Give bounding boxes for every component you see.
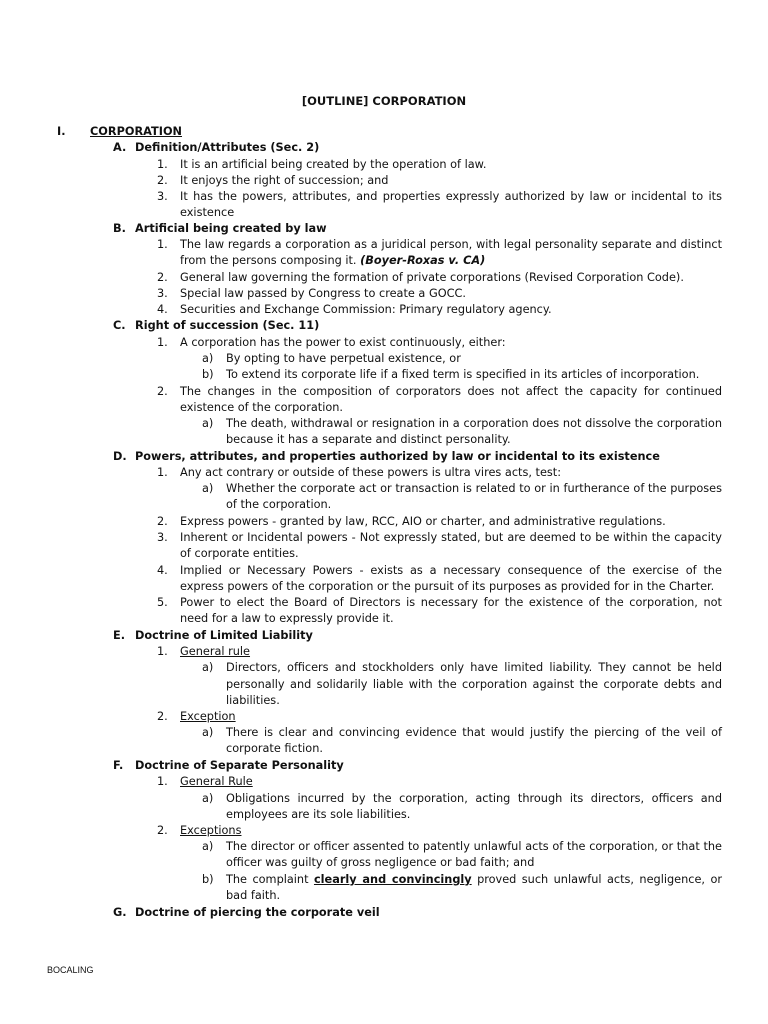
outline-line: [226, 839, 722, 855]
outline-marker: 3.: [157, 287, 168, 300]
outline-marker: G.: [113, 906, 127, 919]
outline-marker: 1.: [157, 238, 168, 251]
outline-line: [135, 905, 380, 921]
outline-marker: 4.: [157, 564, 168, 577]
outline-line: [226, 351, 461, 367]
outline-line: [180, 546, 299, 562]
outline-line: [226, 497, 331, 513]
text-segment: The complaint: [226, 873, 314, 886]
outline-line: [180, 173, 388, 189]
text-segment: CORPORATION: [90, 125, 183, 138]
outline-marker: a): [202, 352, 214, 365]
text-segment: existence: [180, 206, 235, 219]
outline-line: [226, 481, 722, 497]
text-segment: Definition/Attributes (Sec. 2): [135, 141, 320, 154]
text-segment: Power to elect the Board of Directors is necessary for the existence of the corporation, not: [180, 596, 722, 609]
outline-line: [226, 872, 722, 888]
text-segment: express powers of the corporation or the pursuit of its purposes as provided for in the Charter.: [180, 580, 715, 593]
text-segment: existence of the corporation.: [180, 401, 344, 414]
text-segment: Exceptions: [180, 824, 242, 837]
outline-line: [135, 758, 344, 774]
outline-line: [226, 416, 722, 432]
text-segment: clearly and convincingly: [313, 873, 472, 886]
outline-line: [180, 157, 486, 173]
text-segment: of corporate entities.: [180, 547, 299, 560]
outline-marker: 3.: [157, 190, 168, 203]
outline-line: [226, 807, 410, 823]
outline-line: [180, 270, 684, 286]
text-segment: liabilities.: [226, 694, 280, 707]
text-segment: The changes in the composition of corporators does not affect the capacity for continued: [180, 385, 722, 398]
outline-marker: 5.: [157, 596, 168, 609]
text-segment: Inherent or Incidental powers - Not expressly stated, but are deemed to be within the capacity: [180, 531, 722, 544]
outline-marker: b): [202, 873, 214, 886]
outline-marker: 1.: [157, 775, 168, 788]
outline-marker: a): [202, 482, 214, 495]
outline-line: [226, 725, 722, 741]
text-segment: General Rule: [180, 775, 253, 788]
text-segment: employees are its sole liabilities.: [226, 808, 411, 821]
text-segment: There is clear and convincing evidence that would justify the piercing of the veil of: [226, 726, 722, 739]
outline-line: [180, 823, 241, 839]
text-segment: officer was guilty of gross negligence or bad faith; and: [226, 856, 535, 869]
outline-line: [180, 514, 666, 530]
text-segment: The death, withdrawal or resignation in a corporation does not dissolve the corporation: [226, 417, 722, 430]
outline-line: [226, 660, 722, 676]
outline-line: [180, 286, 466, 302]
outline-marker: 3.: [157, 531, 168, 544]
outline-line: [180, 205, 234, 221]
outline-line: [226, 677, 722, 693]
text-segment: corporate fiction.: [226, 742, 323, 755]
outline-line: [226, 888, 280, 904]
text-segment: Any act contrary or outside of these powers is ultra vires acts, test:: [180, 466, 562, 479]
outline-line: [226, 855, 534, 871]
outline-marker: B.: [113, 222, 126, 235]
outline-line: [180, 709, 236, 725]
outline-line: [180, 644, 250, 660]
text-segment: Doctrine of Limited Liability: [135, 629, 313, 642]
outline-marker: a): [202, 661, 214, 674]
text-segment: Right of succession (Sec. 11): [135, 319, 320, 332]
outline-line: [226, 693, 280, 709]
outline-line: [180, 595, 722, 611]
outline-marker: 2.: [157, 824, 168, 837]
outline-line: [135, 221, 327, 237]
text-segment: Special law passed by Congress to create a GOCC.: [180, 287, 466, 300]
outline-marker: C.: [113, 319, 126, 332]
outline-marker: a): [202, 840, 214, 853]
outline-line: [180, 237, 722, 253]
outline-line: [90, 124, 182, 140]
outline-line: [180, 563, 722, 579]
outline-line: [180, 465, 561, 481]
text-segment: It is an artificial being created by the operation of law.: [180, 158, 487, 171]
text-segment: General law governing the formation of private corporations (Revised Corporation Code).: [180, 271, 684, 284]
outline-marker: F.: [113, 759, 124, 772]
text-segment: Securities and Exchange Commission: Primary regulatory agency.: [180, 303, 552, 316]
outline-line: [180, 530, 722, 546]
text-segment: Implied or Necessary Powers - exists as a necessary consequence of the exercise of the: [180, 564, 722, 577]
text-segment: personally and solidarily liable with the corporation against the corporate debts and: [226, 678, 722, 691]
text-segment: General rule: [180, 645, 251, 658]
footer-author: BOCALING: [47, 965, 94, 975]
outline-line: [180, 189, 722, 205]
outline-line: [226, 432, 511, 448]
outline-marker: E.: [113, 629, 126, 642]
outline-line: [135, 140, 319, 156]
outline-line: [180, 611, 394, 627]
text-segment: of the corporation.: [226, 498, 332, 511]
outline-line: [180, 774, 253, 790]
outline-marker: 1.: [157, 336, 168, 349]
outline-marker: 4.: [157, 303, 168, 316]
outline-line: [135, 318, 319, 334]
outline-line: [180, 384, 722, 400]
text-segment: Whether the corporate act or transaction is related to or in furtherance of the purposes: [226, 482, 722, 495]
text-segment: because it has a separate and distinct personality.: [226, 433, 511, 446]
text-segment: bad faith.: [226, 889, 281, 902]
outline-marker: a): [202, 792, 214, 805]
text-segment: Directors, officers and stockholders only have limited liability. They cannot be held: [226, 661, 722, 674]
text-segment: Artificial being created by law: [135, 222, 327, 235]
outline-line: [180, 400, 343, 416]
text-segment: The director or officer assented to patently unlawful acts of the corporation, or that the: [226, 840, 722, 853]
outline-marker: 1.: [157, 466, 168, 479]
text-segment: It enjoys the right of succession; and: [180, 174, 389, 187]
text-segment: Doctrine of piercing the corporate veil: [135, 906, 380, 919]
outline-marker: 2.: [157, 710, 168, 723]
outline-marker: b): [202, 368, 214, 381]
outline-line: [226, 367, 699, 383]
text-segment: The law regards a corporation as a juridical person, with legal personality separate and distinct: [180, 238, 722, 251]
outline-marker: D.: [113, 450, 127, 463]
outline-marker: 2.: [157, 271, 168, 284]
outline-line: [135, 449, 660, 465]
text-segment: proved such unlawful acts, negligence, or: [471, 873, 722, 886]
text-segment: (Boyer-Roxas v. CA): [360, 254, 486, 267]
text-segment: from the persons composing it.: [180, 254, 361, 267]
outline-marker: 1.: [157, 158, 168, 171]
text-segment: It has the powers, attributes, and properties expressly authorized by law or incidental to its: [180, 190, 722, 203]
text-segment: Doctrine of Separate Personality: [135, 759, 344, 772]
text-segment: Exception: [180, 710, 236, 723]
outline-line: [180, 253, 485, 269]
text-segment: By opting to have perpetual existence, or: [226, 352, 461, 365]
outline-line: [135, 628, 313, 644]
outline-line: [180, 302, 552, 318]
outline-marker: I.: [57, 125, 66, 138]
outline-marker: a): [202, 726, 214, 739]
outline-line: [180, 579, 714, 595]
outline-line: [180, 335, 506, 351]
outline-line: [226, 741, 323, 757]
outline-marker: 1.: [157, 645, 168, 658]
outline-marker: A.: [113, 141, 127, 154]
text-segment: To extend its corporate life if a fixed term is specified in its articles of incorporation.: [226, 368, 700, 381]
document-title: [OUTLINE] CORPORATION: [301, 94, 467, 108]
text-segment: Express powers - granted by law, RCC, AIO or charter, and administrative regulations.: [180, 515, 666, 528]
outline-line: [226, 791, 722, 807]
text-segment: need for a law to expressly provide it.: [180, 612, 394, 625]
text-segment: A corporation has the power to exist continuously, either:: [180, 336, 506, 349]
outline-marker: a): [202, 417, 214, 430]
text-segment: Obligations incurred by the corporation, acting through its directors, officers and: [226, 792, 722, 805]
text-segment: Powers, attributes, and properties authorized by law or incidental to its existence: [135, 450, 660, 463]
outline-marker: 2.: [157, 385, 168, 398]
outline-marker: 2.: [157, 174, 168, 187]
outline-marker: 2.: [157, 515, 168, 528]
